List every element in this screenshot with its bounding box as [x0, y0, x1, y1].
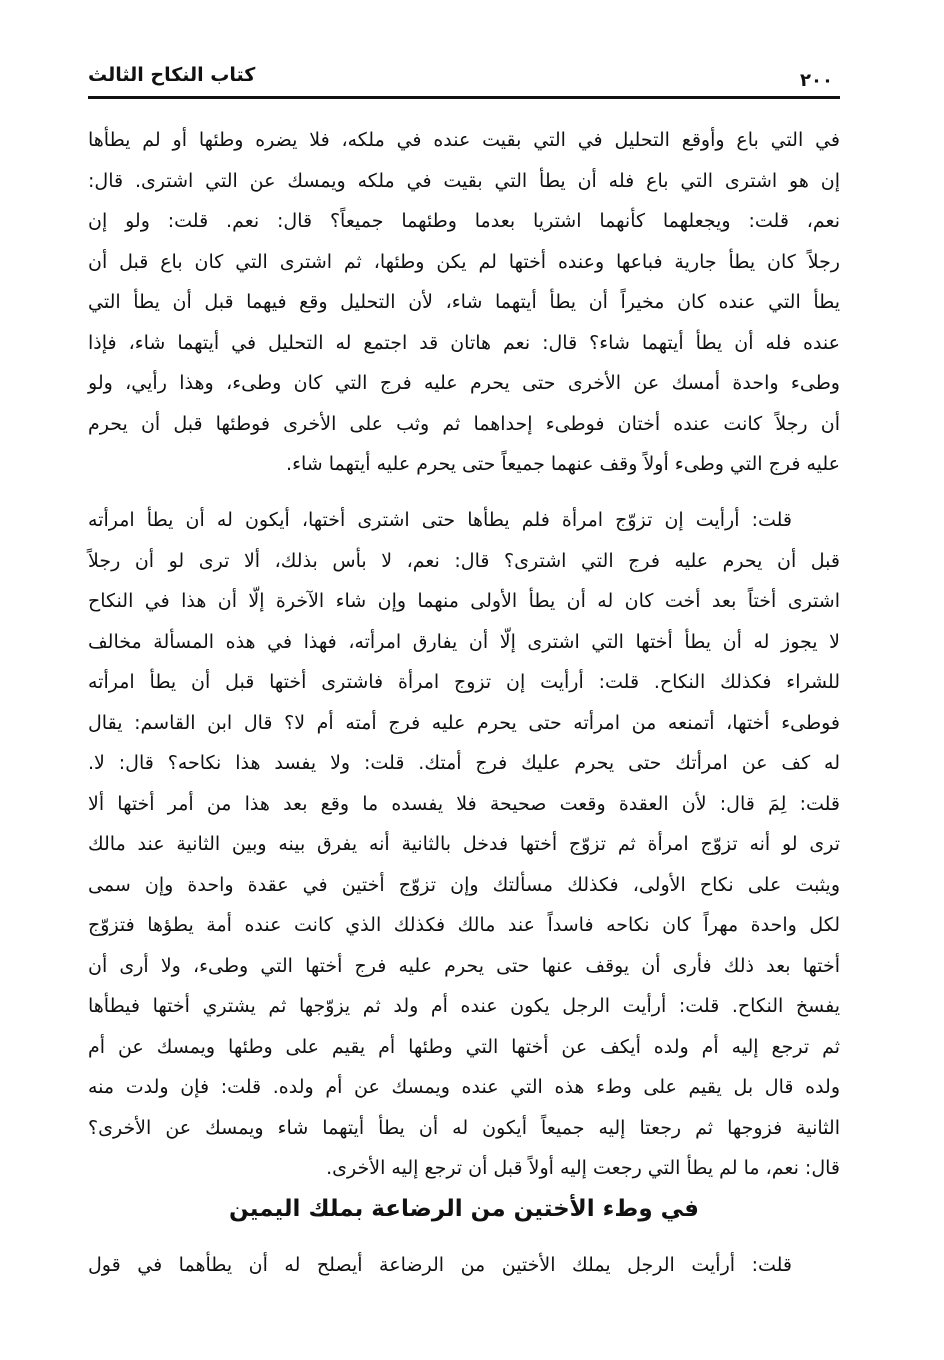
paragraph-2 [88, 500, 840, 1189]
text-line: له كف عن امرأتك حتى يحرم عليك فرج أمتك. قلت: ولا يفسد هذا نكاحه؟ قال: لا. [88, 752, 840, 774]
text-line: ولده قال بل يقيم على وطء هذه التي عنده ويمسك عن أم ولده. قلت: فإن ولدت منه [88, 1076, 840, 1098]
text-line: لا يجوز له أن يطأ أختها التي اشترى إلّا أن يفارق امرأته، فهذا في هذه المسألة مخالف [88, 630, 840, 653]
text-line: للشراء فكذلك النكاح. قلت: أرأيت إن تزوج امرأة فاشترى أختها قبل أن يطأ امرأته [88, 671, 840, 693]
paragraph-1 [88, 120, 840, 485]
text-line: يفسخ النكاح. قلت: أرأيت الرجل يكون عنده أم ولد ثم يزوّجها ثم يشتري أختها فيطأها [88, 995, 840, 1017]
text-line: نعم، قلت: ويجعلهما كأنهما اشتريا بعدما وطئهما جميعاً؟ قال: نعم. قلت: ولو إن [88, 210, 840, 232]
text-line: لكل واحدة مهراً كان نكاحه فاسداً عند مالك فكذلك الذي كانت عنده أمة يطؤها فتزوّج [88, 914, 840, 936]
paragraph-3 [88, 1245, 840, 1286]
text-line: رجلاً كان يطأ جارية فباعها وعنده أختها لم يكن وطئها، ثم اشترى التي كان باع قبل أن [88, 250, 840, 273]
text-line: فوطىء أختها، أتمنعه من امرأته حتى يحرم عليه فرج أمته أم لا؟ قال ابن القاسم: يقال [88, 711, 840, 734]
running-header-title: كتاب النكاح الثالث [88, 64, 256, 86]
text-line: قال: نعم، ما لم يطأ التي رجعت إليه أولاً قبل أن ترجع إليه الأخرى. [326, 1157, 840, 1179]
text-line: عنده فله أن يطأ أيتهما شاء؟ قال: نعم هاتان قد اجتمع له التحليل في أيتهما شاء، فإذا [88, 331, 840, 354]
section-heading: في وطء الأختين من الرضاعة بملك اليمين [229, 1196, 699, 1222]
page-number: ٢٠٠ [800, 70, 833, 91]
text-line: إن هو اشترى التي باع فله أن يطأ التي بقيت في ملكه ويمسك عن التي اشترى. قال: [88, 169, 840, 192]
text-line: في التي باع وأوقع التحليل في التي بقيت عنده في ملكه، فلا يضره وطئها أو لم يطأها [88, 129, 840, 151]
text-line: أن رجلاً كانت عنده أختان فوطىء إحداهما ثم وثب على الأخرى فوطئها قبل أن يحرم [88, 412, 840, 435]
text-line: قلت: لِمَ قال: لأن العقدة وقعت صحيحة فلا يفسده ما وقع بعد هذا من أمر أختها ألا [88, 792, 840, 815]
text-line: أختها بعد ذلك فأرى أن يوقف عنها حتى يحرم عليه فرج أختها التي وطىء، ولا أرى أن [88, 954, 840, 977]
text-line: الثانية فزوجها ثم رجعتا إليه جميعاً أيكون له أن يطأ أيتهما شاء ويمسك عن الأخرى؟ [88, 1116, 840, 1139]
text-line: ثم ترجع إليه أم ولده أيكف عن أختها التي وطئها أم يقيم على وطئها ويمسك عن أم [88, 1035, 840, 1058]
text-line: يطأ التي عنده كان مخيراً أن يطأ أيتهما شاء، لأن التحليل وقع فيهما قبل أن يطأ التي [88, 291, 840, 313]
text-line: وطىء واحدة أمسك عن الأخرى حتى يحرم عليه فرج التي كان وطىء، وهذا رأيي، ولو [88, 372, 840, 394]
text-line: قلت: أرأيت إن تزوّج امرأة فلم يطأها حتى اشترى أختها، أيكون له أن يطأ امرأته [88, 509, 792, 531]
text-line: اشترى أختاً بعد أخت كان له أن يطأ الأولى منهما وإن شاء الآخرة إلّا أن هذا في النكاح [88, 590, 840, 612]
header-rule [88, 96, 840, 99]
text-line: ويثبت على نكاح الأولى، فكذلك مسألتك وإن تزوّج أختين في عقدة واحدة وإن سمى [88, 873, 840, 896]
text-line: قلت: أرأيت الرجل يملك الأختين من الرضاعة أيصلح له أن يطأهما في قول [88, 1254, 792, 1276]
text-line: قبل أن يحرم عليه فرج التي اشترى؟ قال: نعم، لا بأس بذلك، ألا ترى لو أن رجلاً [88, 549, 840, 572]
text-line: عليه فرج التي وطىء أولاً وقف عنهما جميعاً حتى يحرم عليه أيتهما شاء. [286, 453, 840, 475]
text-line: ترى لو أنه تزوّج امرأة ثم تزوّج أختها فدخل بالثانية أنه يفرق بينه وبين الثانية عند مالك [88, 833, 840, 855]
